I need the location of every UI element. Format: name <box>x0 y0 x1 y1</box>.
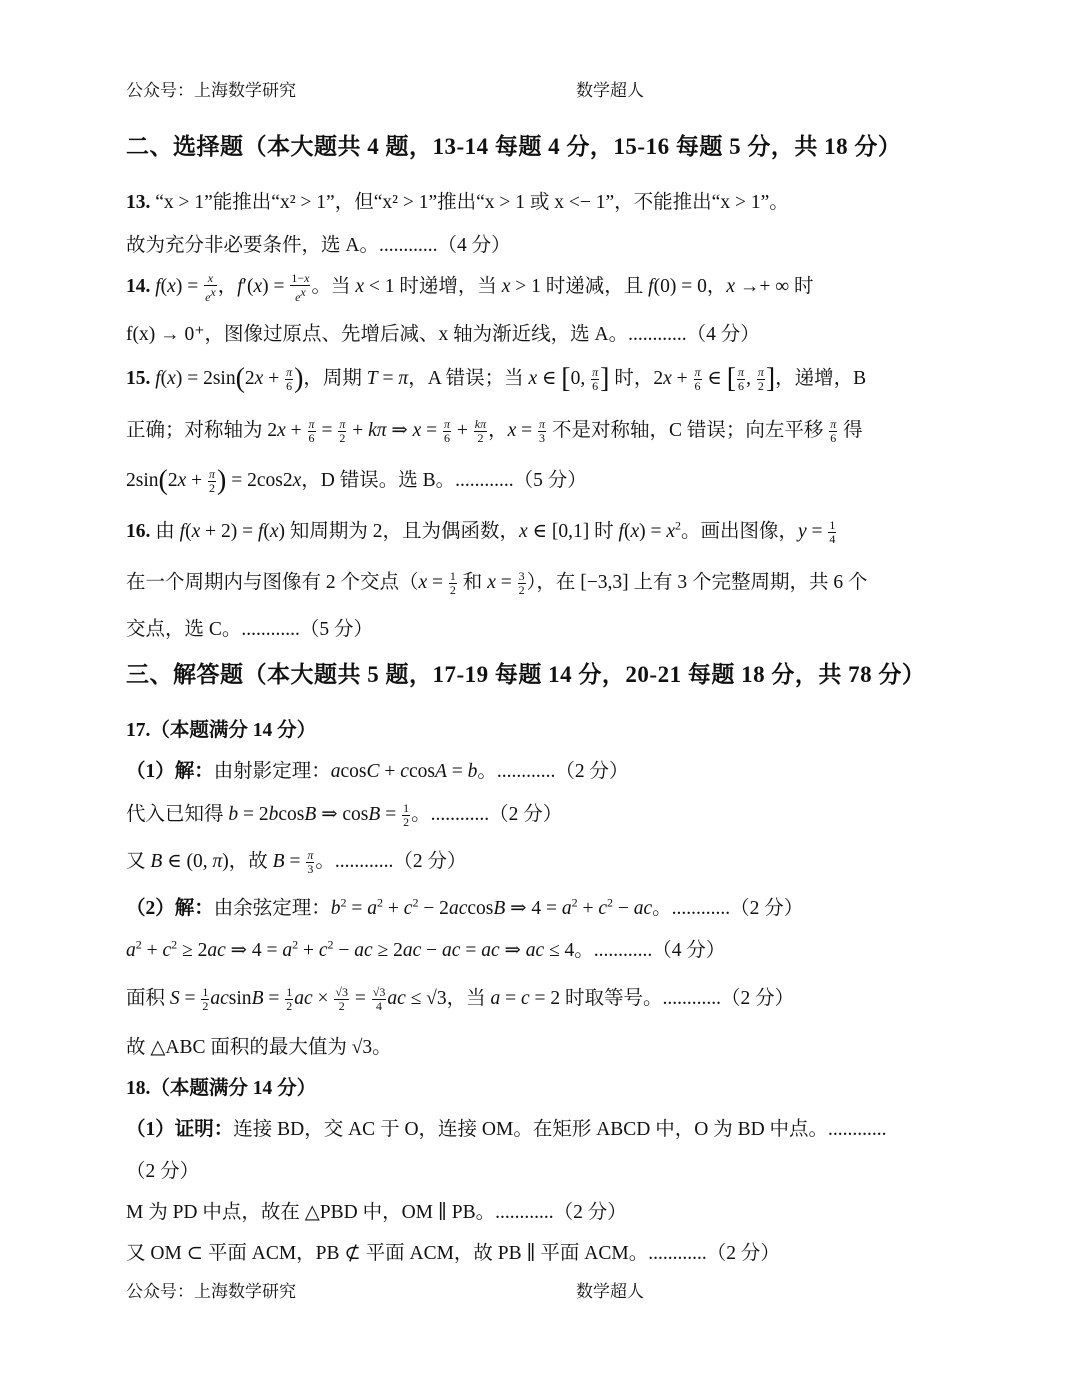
footer-center: 数学超人 <box>576 1282 644 1301</box>
q17-p2-line-3: 面积 S = $\frac{1}{2}$ acsinB = $\frac{1}{2}$ ac × $\frac{√3}{2}$ = $\frac{√3}{4}$ ac ≤ √3，当 a = c = 2 时取等号。............（2 分） <box>126 985 795 1014</box>
q14-number: 14. <box>126 276 151 297</box>
q18-p1-label: （1）证明： <box>126 1119 234 1140</box>
q16-line-2: 在一个周期内与图像有 2 个交点（x = $\frac{1}{2}$ 和 x = $\frac{3}{2}$ ），在 [−3,3] 上有 3 个完整周期，共 6 个 <box>126 569 868 598</box>
section-2-title: 二、选择题（本大题共 4 题，13-14 每题 4 分，15-16 每题 5 分，共 18 分） <box>126 134 902 159</box>
q13-line-1 <box>126 186 789 214</box>
q18-p1-line-1 <box>126 1113 887 1141</box>
q13-line-2: 故为充分非必要条件，选 A。............（4 分） <box>126 235 511 256</box>
q17-p1-line-1: （1）解：由射影定理：acosC + ccosA = b。............（2 分） <box>126 761 629 782</box>
q17-p1-line-3: 又 B ∈ (0, π)，故 B = $\frac{\pi}{3}$ 。............（2 分） <box>126 848 467 877</box>
q15-score: （5 分） <box>513 470 587 491</box>
q17-conclusion: 故 △ABC 面积的最大值为 √3。 <box>126 1037 392 1058</box>
q17-p2-line-1: （2）解：由余弦定理：$b^2 = a^2 + c^2 - 2accosB$ ⇒ $4 = a^2 + c^2$ − ac。............（2 分） <box>126 895 804 919</box>
q14-line-1: 14. f(x) = $\frac{x}{e^x}$ ，f′(x) = $\frac{1-x}{e^x}$ 。当 x < 1 时递增，当 x > 1 时递减，且 f(0) = 0，x →+ ∞ 时 <box>126 270 814 304</box>
q14-line-2: f(x) → 0⁺，图像过原点、先增后减、x 轴为渐近线，选 A。............（4 分） <box>126 324 760 345</box>
q16-line-3: 交点，选 C。............（5 分） <box>126 619 374 640</box>
section-3-title: 三、解答题（本大题共 5 题，17-19 每题 14 分，20-21 每题 18 分，共 78 分） <box>126 662 926 687</box>
q18-p1-text: 连接 BD，交 AC 于 O，连接 OM。在矩形 ABCD 中，O 为 BD 中点。............ <box>233 1119 887 1140</box>
q17-p2-label: （2）解： <box>126 898 214 919</box>
header-left: 公众号：上海数学研究 <box>126 81 296 100</box>
q18-p1-line-1b: （2 分） <box>126 1161 200 1182</box>
q13-number: 13. <box>126 192 151 213</box>
q15-line-1: 15. f(x) = 2sin(2x + $\frac{\pi}{6}$ )，周期 T = π，A 错误；当 x ∈ [0, $\frac{\pi}{6}$ ] 时，2x + $\frac{\pi}{6}$ ∈ [ $\frac{\pi}{6}$ , $\frac{\pi}{2}$ ]，递增，B <box>126 363 867 394</box>
q17-p2-line-2: $a^2 + c^2 \ge 2ac$ ⇒ $4 = a^2 + c^2$ − ac ≥ 2ac − ac = ac ⇒ ac ≤ 4。............（4 分） <box>126 937 726 961</box>
q13-text-1: “x > 1”能推出“x² > 1”，但“x² > 1”推出“x > 1 或 x <− 1”，不能推出“x > 1”。 <box>155 192 789 213</box>
q18-heading: 18.（本题满分 14 分） <box>126 1078 317 1099</box>
q18-p1-line-3: 又 OM ⊂ 平面 ACM，PB ⊄ 平面 ACM，故 PB ∥ 平面 ACM。............（2 分） <box>126 1243 780 1264</box>
q16-number: 16. <box>126 521 151 542</box>
q18-p1-line-2: M 为 PD 中点，故在 △PBD 中，OM ∥ PB。............（2 分） <box>126 1202 627 1223</box>
q15-line-2: 正确；对称轴为 2x + $\frac{\pi}{6}$ = $\frac{\pi}{2}$ + kπ ⇒ x = $\frac{\pi}{6}$ + $\frac{k\pi}{2}$ ，x = $\frac{\pi}{3}$ 不是对称轴，C 错误；向左平移 $\frac{\pi}{6}$ 得 <box>126 417 863 446</box>
footer-left: 公众号：上海数学研究 <box>126 1282 296 1301</box>
q16-line-1: 16. 由 f(x + 2) = f(x) 知周期为 2，且为偶函数，x ∈ [0,1] 时 $f(x) = x^2$。画出图像，y = $\frac{1}{4}$ <box>126 518 836 547</box>
q17-heading: 17.（本题满分 14 分） <box>126 720 317 741</box>
header-center: 数学超人 <box>576 81 644 100</box>
q15-number: 15. <box>126 368 151 389</box>
q15-line-3: 2sin(2x + $\frac{\pi}{2}$ ) = 2cos2x，D 错误。选 B。............（5 分） <box>126 465 587 496</box>
q17-p1-line-2: 代入已知得 b = 2bcosB ⇒ cosB = $\frac{1}{2}$ 。............（2 分） <box>126 801 563 830</box>
q17-p1-label: （1）解： <box>126 761 214 782</box>
